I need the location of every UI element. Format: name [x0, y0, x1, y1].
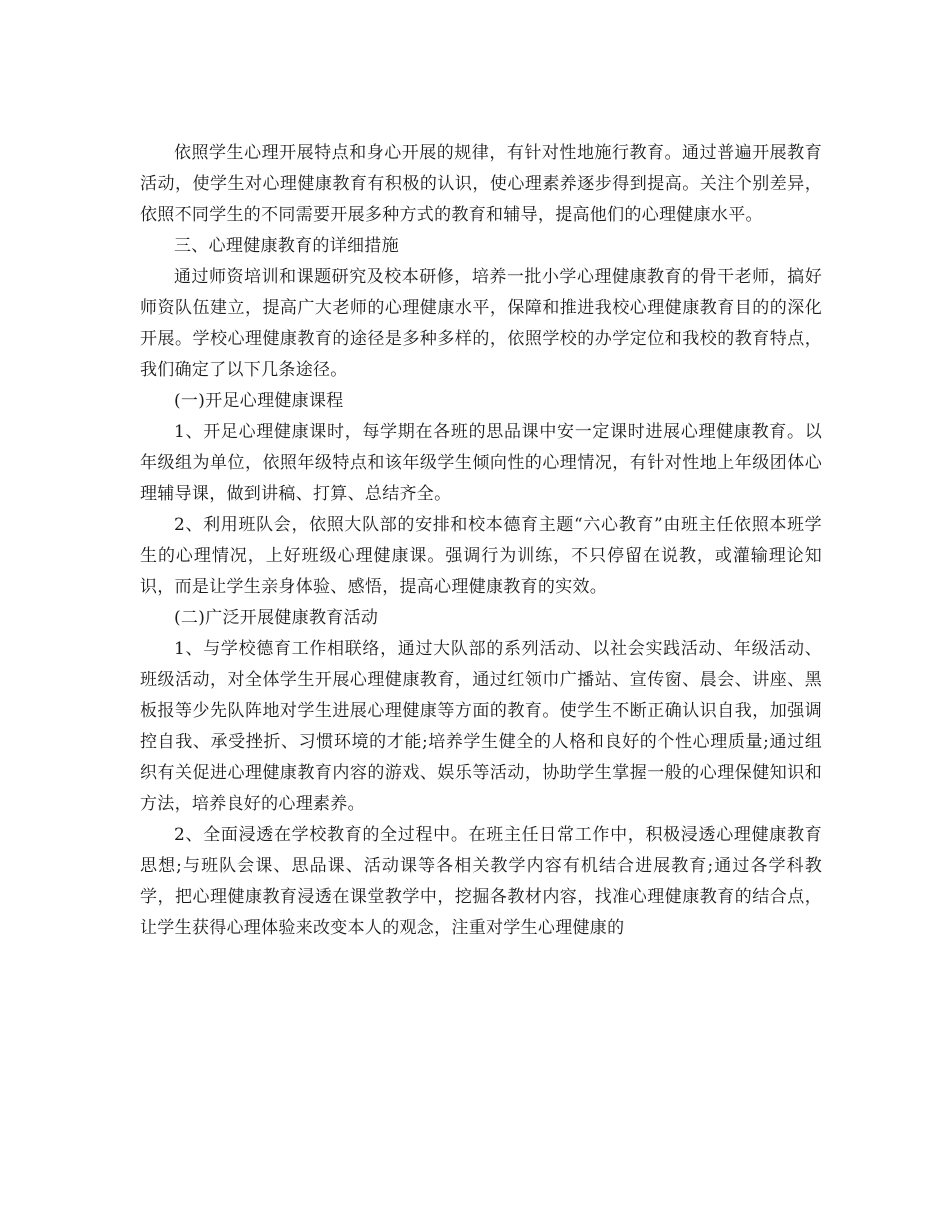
paragraph-course-item-2: 2、利用班队会，依照大队部的安排和校本德育主题“六心教育”由班主任依照本班学生的心理情况，上好班级心理健康课。强调行为训练，不只停留在说教，或灌输理论知识，而是让学生亲身体验、感悟，提高心理健康教育的实效。 [140, 515, 822, 597]
paragraph-activity-item-2: 2、全面浸透在学校教育的全过程中。在班主任日常工作中，积极浸透心理健康教育思想;与班队会课、思品课、活动课等各相关教学内容有机结合进展教育;通过各学科教学，把心理健康教育浸透在课堂教学中，挖掘各教材内容，找准心理健康教育的结合点，让学生获得心理体验来改变本人的观念，注重对学生心理健康的 [140, 825, 822, 938]
document-body [140, 138, 822, 944]
paragraph-intro: 依照学生心理开展特点和身心开展的规律，有针对性地施行教育。通过普遍开展教育活动，使学生对心理健康教育有积极的认识，使心理素养逐步得到提高。关注个别差异，依照不同学生的不同需要开展多种方式的教育和辅导，提高他们的心理健康水平。 [140, 143, 822, 225]
section-heading-measures: 三、心理健康教育的详细措施 [174, 236, 399, 256]
paragraph-activity-item-1: 1、与学校德育工作相联络，通过大队部的系列活动、以社会实践活动、年级活动、班级活动，对全体学生开展心理健康教育，通过红领巾广播站、宣传窗、晨会、讲座、黑板报等少先队阵地对学生进展心理健康等方面的教育。使学生不断正确认识自我，加强调控自我、承受挫折、习惯环境的才能;培养学生健全的人格和良好的个性心理质量;通过组织有关促进心理健康教育内容的游戏、娱乐等活动，协助学生掌握一般的心理保健知识和方法，培养良好的心理素养。 [140, 639, 822, 814]
paragraph-course-item-1: 1、开足心理健康课时，每学期在各班的思品课中安一定课时进展心理健康教育。以年级组为单位，依照年级特点和该年级学生倾向性的心理情况，有针对性地上年级团体心理辅导课，做到讲稿、打算、总结齐全。 [140, 422, 822, 504]
paragraph-teacher-training: 通过师资培训和课题研究及校本研修，培养一批小学心理健康教育的骨干老师，搞好师资队伍建立，提高广大老师的心理健康水平，保障和推进我校心理健康教育目的的深化开展。学校心理健康教育的途径是多种多样的，依照学校的办学定位和我校的教育特点，我们确定了以下几条途径。 [140, 267, 822, 380]
subheading-activities: (二)广泛开展健康教育活动 [174, 608, 379, 628]
subheading-courses: (一)开足心理健康课程 [174, 391, 344, 411]
